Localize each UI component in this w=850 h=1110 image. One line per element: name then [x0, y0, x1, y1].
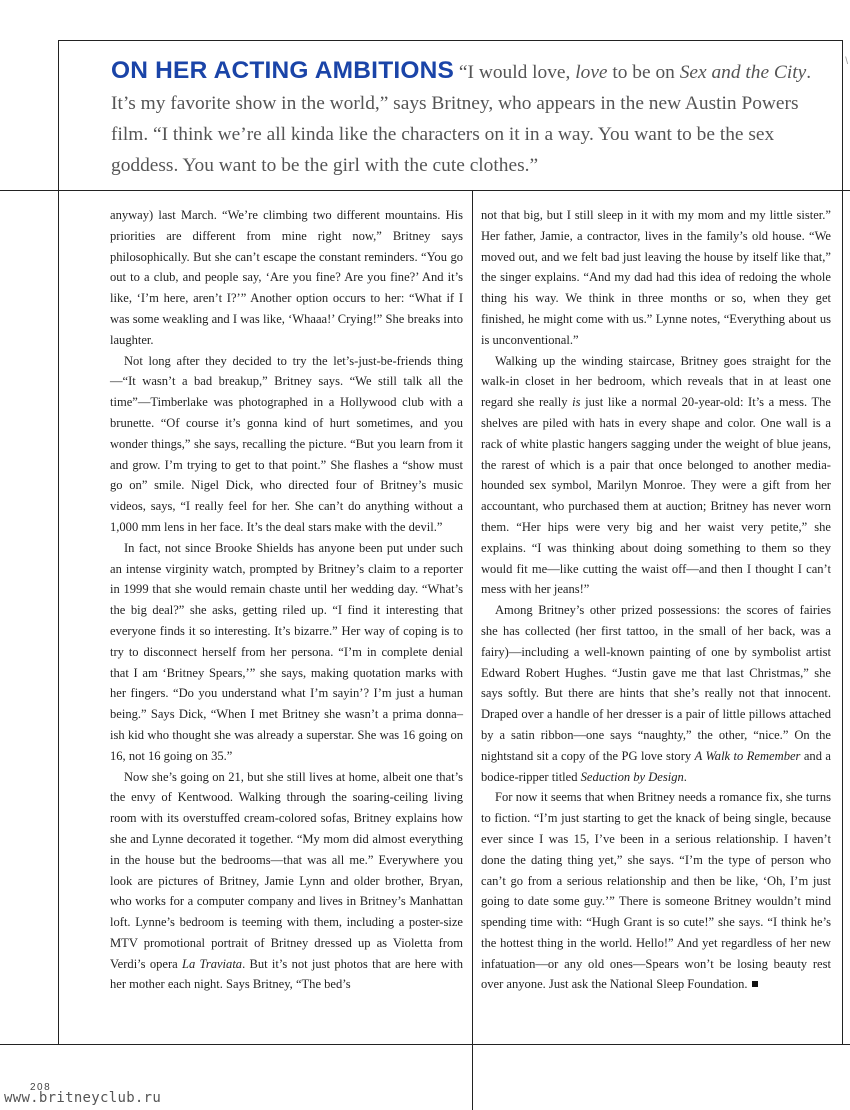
quote-show-title: Sex and the City	[679, 62, 807, 83]
page-number: 208	[30, 1082, 52, 1093]
pull-quote-heading: ON HER ACTING AMBITIONS	[111, 57, 455, 84]
paragraph	[481, 787, 831, 995]
column-divider-rule	[472, 190, 473, 1110]
paragraph-text: . But it’s not just photos that are here with her mother each night. Says Britney, “The bed’s	[110, 956, 463, 992]
paragraph: anyway) last March. “We’re climbing two different mountains. His priorities are different from mine right now,” Britney says philosophically. But she can’t escape the constant reminders. “You go out to a club, and people say, ‘Are you fine? Are you fine?’ And it’s like, ‘I’m here, aren’t I?’” Another option occurs to her: “What if I was some weakling and I was like, ‘Whaaa!’ Crying!” She breaks into laughter.	[110, 208, 463, 347]
right-margin-rule	[842, 190, 843, 1044]
paragraph: Not long after they decided to try the let’s-just-be-friends thing—“It wasn’t a bad breakup,” Britney says. “We still talk all the time”—Timberlake was photographed in a Hollywood club with a brunette. “Of course it’s gonna kind of hurt sometimes, and you wonder things,” she says, recalling the picture. “But you learn from it and grow. I’m trying to get to that point.” She flashes a “show must go on” smile. Nigel Dick, who directed four of Britney’s music videos, says, “I really feel for her. She can’t do anything without a 1,000 mm lens in her face. It’s the deal stars make with the devil.”	[110, 353, 463, 534]
paragraph-text: Among Britney’s other prized possessions: the scores of fairies she has collected (her first tattoo, in the small of her back, was a fairy)—including a well-known painting of one by symbolist artist Edward Robert Hughes. “Justin gave me that last Christmas,” she says softly. But there are hints that she’s really not that innocent. Draped over a handle of her dresser is a pair of little pillows attached by a satin ribbon—one says “naughty,” the other, “nice.” On the nightstand sit a copy of the PG love story	[481, 603, 831, 763]
top-divider-rule	[0, 190, 850, 191]
site-watermark: www.britneyclub.ru	[4, 1090, 162, 1106]
corner-mark: \	[845, 56, 848, 67]
quote-part: . It’s my favorite show in the world,” says Britney, who appears in the new Austin Powers film. “I think we’re all kinda like the characters on it in a way. You want to be the sex goddess. You want to be the girl with the cute clothes.”	[111, 62, 812, 176]
book-title: Seduction by Design	[580, 769, 684, 784]
paragraph-text: just like a normal 20-year-old: It’s a mess. The shelves are piled with hats in every shape and color. One wall is a rack of white plastic hangers sagging under the weight of blue jeans, the rarest of which is a pair that once belonged to another media-hounded sex symbol, Marilyn Monroe. They were a gift from her accountant, who purchased them at auction; Britney has never worn them. “Her hips were very big and her waist very petite,” she explains. “I was thinking about doing something to them so they would fit me—like cutting the waist off—and then I thought I can’t mess with her jeans!”	[481, 395, 831, 597]
paragraph	[481, 351, 831, 601]
pull-quote	[111, 55, 834, 181]
quote-emphasis: love	[575, 62, 608, 83]
emphasis: is	[572, 395, 581, 410]
book-title: A Walk to Remember	[694, 748, 801, 763]
quote-part: to be on	[607, 62, 680, 83]
article-column-left	[110, 205, 463, 995]
paragraph-text: Walking up the winding staircase, Britney goes straight for the walk-in closet in her bedroom, which reveals that in at least one regard she really	[481, 353, 831, 410]
quote-part: “I would love,	[454, 62, 576, 83]
article-column-right	[481, 205, 831, 995]
pull-quote-box	[58, 40, 843, 190]
paragraph	[110, 767, 463, 996]
end-of-article-mark	[752, 981, 758, 987]
paragraph-text: Now she’s going on 21, but she still lives at home, albeit one that’s the envy of Kentwood. Walking through the soaring-ceiling living room with its overstuffed cream-colored sofas, Britney explains how she and Lynne decorated it together. “My mom did almost everything in the house but the bedrooms—that was all me.” Everywhere you look are pictures of Britney, Jamie Lynn and older brother, Bryan, who works for a computer company and lives in Britney’s Manhattan loft. Lynne’s bedroom is teeming with them, including a poster-size MTV promotional portrait of Britney dressed up as Violetta from Verdi’s opera	[110, 769, 463, 971]
paragraph-text: and a bodice-ripper titled	[481, 748, 831, 784]
bottom-divider-rule	[0, 1044, 850, 1045]
opera-title: La Traviata	[182, 956, 243, 971]
paragraph-text: .	[683, 769, 687, 784]
paragraph: not that big, but I still sleep in it with my mom and my little sister.” Her father, Jamie, a contractor, lives in the family’s old house. “We moved out, and we felt bad just leaving the house by itself like that,” the singer explains. “And my dad had this idea of redoing the whole thing his way. We think in three months or so, when they get finished, he might come with us.” Lynne notes, “Everything about us is unconventional.”	[481, 208, 831, 347]
paragraph	[481, 600, 831, 787]
paragraph: In fact, not since Brooke Shields has anyone been put under such an intense virginity watch, prompted by Britney’s claim to a reporter in 1999 that she would remain chaste until her wedding day. “What’s the big deal?” she asks, getting riled up. “I find it interesting that everyone finds it so interesting. It’s bizarre.” Her way of coping is to try to disconnect herself from her persona. “I’m in complete denial that I am ‘Britney Spears,’” she says, making quotation marks with her fingers. “Do you understand what I’m sayin’? I’m just a human being.” Says Dick, “When I met Britney she wasn’t a prima donna–ish kid who thought she was already a superstar. She was 16 going on 16, not 16 going on 35.”	[110, 540, 463, 763]
left-margin-rule	[58, 190, 59, 1044]
paragraph-text: For now it seems that when Britney needs a romance fix, she turns to fiction. “I’m just starting to get the knack of being single, because ever since I was 15, I’ve been in a serious relationship. I haven’t done the dating thing yet,” she says. “I’m the type of person who can’t go from a serious relationship and then be like, ‘Oh, I’m just going to date some guy.’” There is someone Britney wouldn’t mind spending time with: “Hugh Grant is so cute!” she says. “I think he’s the hottest thing in the world. Hello!” And yet regardless of her new infatuation—or any old ones—Spears won’t be losing beauty rest over anyone. Just ask the National Sleep Foundation.	[481, 790, 831, 992]
